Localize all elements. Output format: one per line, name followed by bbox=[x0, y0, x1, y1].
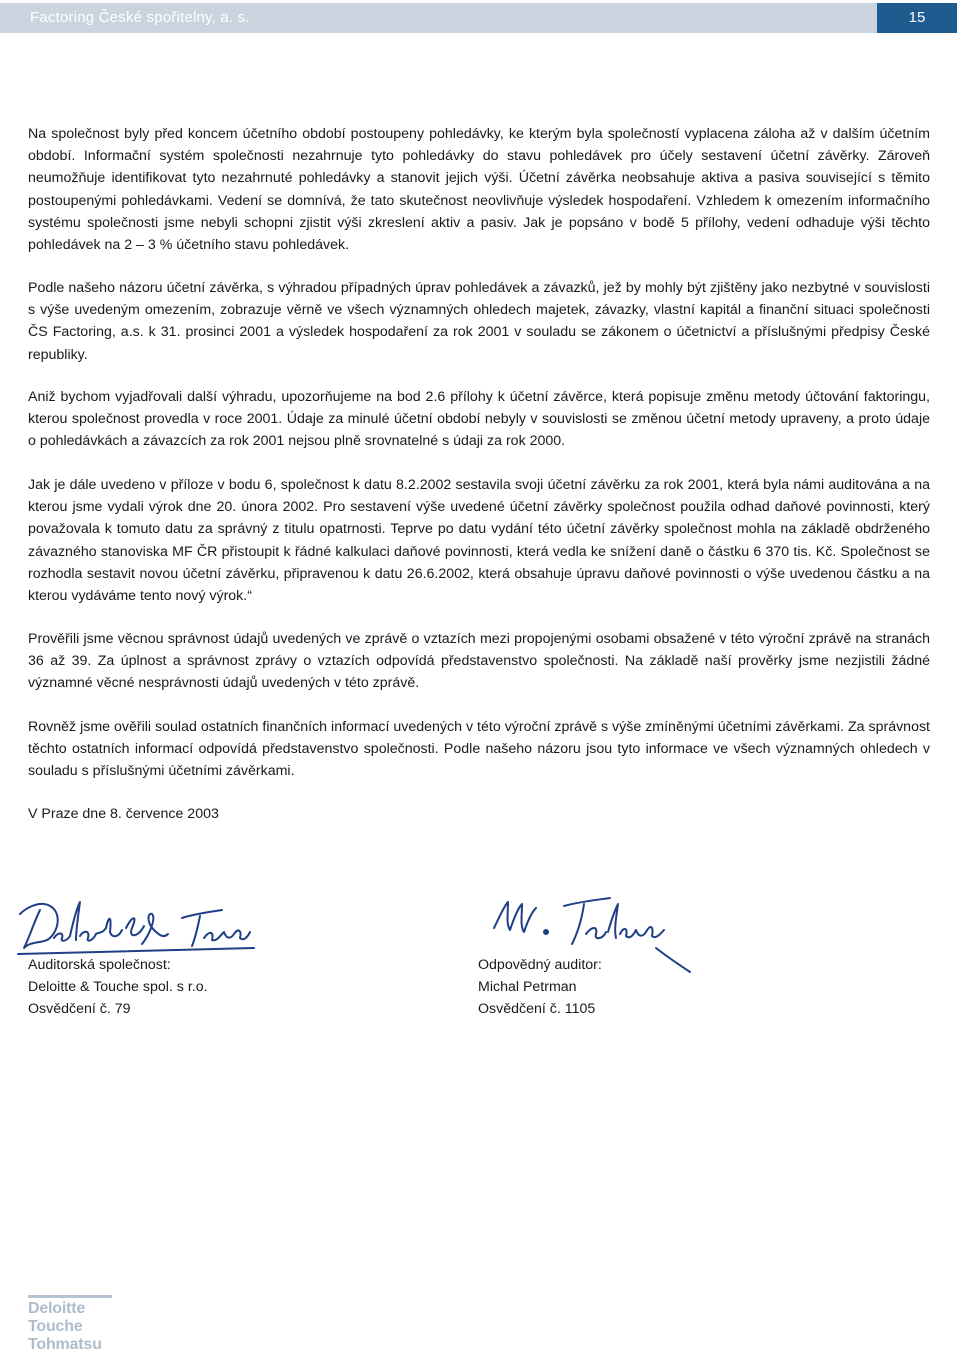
date-line: V Praze dne 8. července 2003 bbox=[28, 806, 219, 822]
paragraph-limitation: Na společnost byly před koncem účetního období postoupeny pohledávky, ke kterým byla společností vyplacena záloha až v dalším účetním období. Informační systém společnosti nezahrnuje tyto pohledávky do stavu pohledávek pro účely sestavení účetní závěrky. Zároveň neumožňuje identifikovat tyto nezahrnuté pohledávky a stanovit jejich výši. Účetní závěrka neobsahuje aktiva a pasiva související s těmito postoupenými pohledávkami. Vedení se domnívá, že tato skutečnost neovlivňuje výsledek hospodaření. Vzhledem k omezením informačního systému společnosti jsme nebyli schopni zjistit výši zkreslení aktiv a pasiv. Jak je popsáno v bodě 5 přílohy, vedení odhaduje výši těchto pohledávek na 2 – 3 % účetního stavu pohledávek. bbox=[28, 126, 930, 254]
page-number: 15 bbox=[908, 9, 926, 26]
responsible-auditor-role: Odpovědný auditor: bbox=[478, 957, 602, 973]
responsible-auditor-block bbox=[478, 954, 602, 1020]
responsible-auditor-certificate: Osvědčení č. 1105 bbox=[478, 1001, 596, 1017]
auditor-firm-block bbox=[28, 954, 208, 1020]
paragraph-opinion: Podle našeho názoru účetní závěrka, s výhradou případných úprav pohledávek a závazků, jež by mohly být zjištěny jako nezbytné v souvislosti s výše uvedeným omezením, zobrazuje věrně ve všech významných ohledech majetek, závazky, vlastní kapitál a finanční situaci společnosti ČS Factoring, a.s. k 31. prosinci 2001 a výsledek hospodaření za rok 2001 v souladu se zákonem o účetnictví a příslušnými předpisy České republiky. bbox=[28, 280, 930, 363]
page-header bbox=[0, 3, 957, 33]
page-number-box bbox=[877, 3, 957, 33]
logo-line-3: Tohmatsu bbox=[28, 1336, 102, 1353]
deloitte-signature bbox=[14, 888, 256, 960]
auditor-firm-name: Deloitte & Touche spol. s r.o. bbox=[28, 979, 208, 995]
paragraph-emphasis: Aniž bychom vyjadřovali další výhradu, upozorňujeme na bod 2.6 přílohy k účetní závěrce, která popisuje změnu metody účtování faktoringu, kterou společnost provedla v roce 2001. Údaje za minulé účetní období nebyly v souvislosti se změnou účetní metody upraveny, a proto údaje o pohledávkách a závazcích za rok 2001 nejsou plně srovnatelné s údaji za rok 2000. bbox=[28, 389, 930, 450]
responsible-auditor-name: Michal Petrman bbox=[478, 979, 577, 995]
logo-line-2: Touche bbox=[28, 1318, 83, 1335]
logo-line-1: Deloitte bbox=[28, 1300, 86, 1317]
auditor-firm-certificate: Osvědčení č. 79 bbox=[28, 1001, 131, 1017]
paragraph-restatement: Jak je dále uvedeno v příloze v bodu 6, společnost k datu 8.2.2002 sestavila svoji účetní závěrku za rok 2001, která byla námi auditována a na kterou jsme vydali výrok dne 20. února 2002. Pro sestavení výše uvedené účetní závěrky společnost použila odhad daňové povinnosti, který považovala k tomuto datu za správný z titulu opatrnosti. Teprve po datu vydání této účetní závěrky společnost mohla na základě obdrženého závazného stanoviska MF ČR přistoupit k řádné kalkulaci daňové povinnosti, která vedla ke snížení daně o částku 6 370 tis. Kč. Společnost se rozhodla sestavit novou účetní závěrku, připravenou k datu 26.6.2002, která obsahuje úpravu daňové povinnosti o výše uvedenou částku a na kterou vydáváme tento nový výrok.“ bbox=[28, 477, 930, 605]
paragraph-related-parties: Prověřili jsme věcnou správnost údajů uvedených ve zprávě o vztazích mezi propojenými osobami obsažené v této výroční zprávě na stranách 36 až 39. Za úplnost a správnost zprávy o vztazích odpovídá představenstvo společnosti. Na základě naší prověrky jsme nezjistili žádné významné věcné nesprávnosti údajů uvedených v této zprávě. bbox=[28, 631, 930, 692]
header-title: Factoring České spořitelny, a. s. bbox=[30, 9, 250, 26]
deloitte-logo bbox=[28, 1295, 128, 1357]
logo-rule bbox=[28, 1295, 112, 1298]
auditor-firm-role: Auditorská společnost: bbox=[28, 957, 171, 973]
paragraph-other-information: Rovněž jsme ověřili soulad ostatních finančních informací uvedených v této výroční zprávě s výše zmíněnými účetními závěrkami. Za správnost těchto ostatních informací odpovídá představenstvo společnosti. Podle našeho názoru jsou tyto informace ve všech významných ohledech v souladu s příslušnými účetními závěrkami. bbox=[28, 719, 930, 780]
